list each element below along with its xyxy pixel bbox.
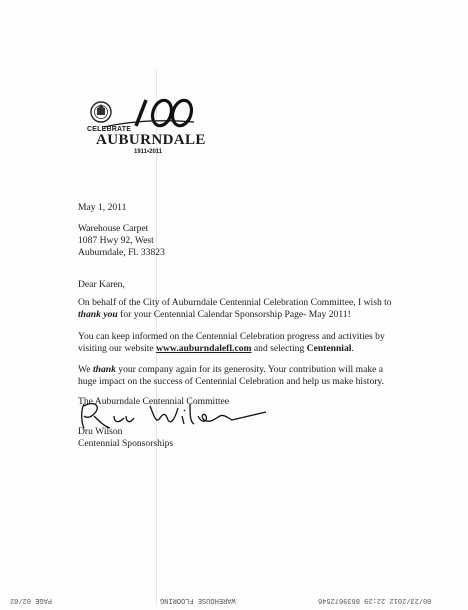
paragraph-2-lead: visiting our website	[78, 343, 157, 354]
logo-city-name: AUBURNDALE	[96, 132, 206, 148]
centennial-emphasis: Centennial	[306, 343, 352, 354]
recipient-street: 1087 Hwy 92, West	[78, 235, 154, 246]
salutation: Dear Karen,	[78, 279, 125, 290]
auburndale-centennial-logo	[84, 96, 210, 160]
paragraph-3-line-1	[78, 364, 383, 376]
paragraph-2-mid: and selecting	[251, 343, 307, 354]
paragraph-1-line-2	[78, 309, 351, 321]
logo-years: 1911•2011	[134, 149, 163, 155]
paragraph-2-line-2	[78, 343, 354, 355]
paragraph-2-line-1: You can keep informed on the Centennial Celebration progress and activities by	[78, 331, 385, 342]
recipient-company: Warehouse Carpet	[78, 223, 149, 234]
signer-title: Centennial Sponsorships	[78, 438, 174, 449]
thank-emphasis: thank	[92, 364, 116, 375]
paragraph-3-line-2: huge impact on the success of Centennial Celebration and help us make history.	[78, 376, 385, 387]
paragraph-1-line-1: On behalf of the City of Auburndale Centennial Celebration Committee, I wish to	[78, 297, 392, 308]
paragraph-1-line-2-rest: for your Centennial Calendar Sponsorship Page- May 2011!	[117, 309, 351, 320]
website-link[interactable]: www.auburndalefl.com	[156, 343, 252, 354]
paragraph-3-lead: We	[78, 364, 93, 375]
letter-date: May 1, 2011	[78, 202, 127, 213]
paragraph-3-line-1-rest: your company again for its generosity. Your contribution will make a	[115, 364, 384, 375]
fax-header-page: PAGE 02/02	[10, 596, 53, 604]
thank-you-emphasis: thank you	[78, 309, 118, 320]
fax-header-timestamp: 00/23/2012 22:29 8639672546	[318, 596, 432, 604]
paragraph-2-end: .	[351, 343, 354, 354]
recipient-city: Auburndale, Fl. 33823	[78, 247, 165, 258]
fax-header-sender: WAREHOUSE FLOORING	[160, 596, 236, 604]
logo-celebrate-text: CELEBRATE	[87, 126, 132, 133]
signer-name: Dru Wilson	[78, 426, 123, 437]
closing-line: The Auburndale Centennial Committee	[78, 396, 230, 407]
